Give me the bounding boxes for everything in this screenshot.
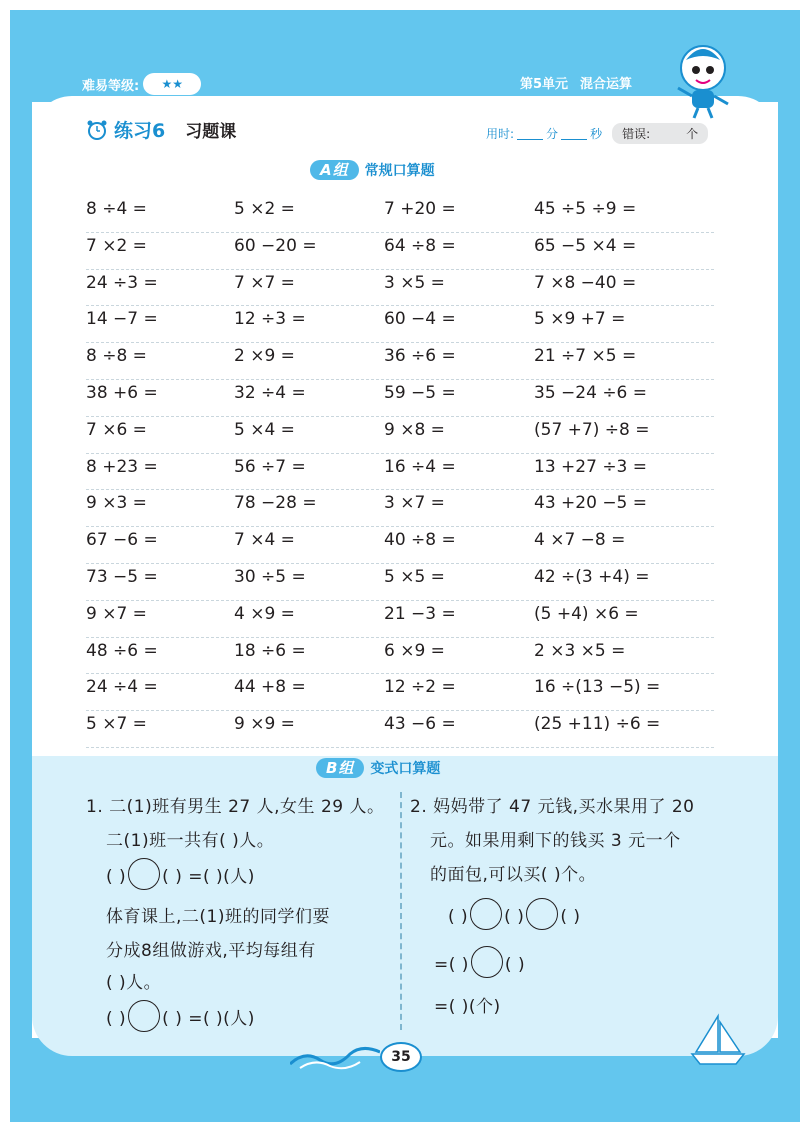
problem-1-equation-1 bbox=[106, 862, 255, 890]
unit-topic: 混合运算 bbox=[580, 77, 633, 92]
arithmetic-problem: 35 −24 ÷6 = bbox=[534, 382, 648, 403]
operator-circle[interactable] bbox=[471, 946, 503, 978]
seconds-label: 秒 bbox=[590, 127, 603, 141]
arithmetic-problem: 21 −3 = bbox=[384, 603, 456, 624]
problem-1-equation-2 bbox=[106, 1004, 255, 1032]
arithmetic-problem: 36 ÷6 = bbox=[384, 346, 456, 367]
group-a-problems bbox=[86, 196, 714, 748]
errors-label: 错误: bbox=[622, 127, 651, 141]
arithmetic-problem: (25 +11) ÷6 = bbox=[534, 714, 661, 735]
problem-row bbox=[86, 306, 714, 343]
group-a-tag: A组 bbox=[310, 160, 359, 180]
blank[interactable]: ( ) bbox=[106, 1009, 127, 1029]
exercise-number: 练习6 bbox=[114, 120, 166, 142]
problem-row bbox=[86, 564, 714, 601]
problem-row bbox=[86, 233, 714, 270]
arithmetic-problem: 40 ÷8 = bbox=[384, 530, 456, 551]
arithmetic-problem: 6 ×9 = bbox=[384, 640, 445, 661]
exercise-title bbox=[86, 116, 236, 143]
used-time-label: 用时: bbox=[486, 127, 515, 141]
arithmetic-problem: 38 +6 = bbox=[86, 382, 158, 403]
arithmetic-problem: (57 +7) ÷8 = bbox=[534, 419, 650, 440]
arithmetic-problem: 7 ×6 = bbox=[86, 419, 147, 440]
alarm-clock-icon bbox=[86, 119, 108, 141]
arithmetic-problem: 2 ×3 ×5 = bbox=[534, 640, 626, 661]
problem-1-line-5: 分成8组做游戏,平均每组有 bbox=[106, 941, 316, 961]
errors-box[interactable] bbox=[612, 123, 708, 144]
arithmetic-problem: 5 ×4 = bbox=[234, 419, 295, 440]
arithmetic-problem: (5 +4) ×6 = bbox=[534, 603, 639, 624]
arithmetic-problem: 44 +8 = bbox=[234, 677, 306, 698]
arithmetic-problem: 32 ÷4 = bbox=[234, 382, 306, 403]
arithmetic-problem: 30 ÷5 = bbox=[234, 566, 306, 587]
timer-bar bbox=[486, 123, 708, 144]
arithmetic-problem: 67 −6 = bbox=[86, 530, 158, 551]
problem-row bbox=[86, 601, 714, 638]
arithmetic-problem: 12 ÷2 = bbox=[384, 677, 456, 698]
arithmetic-problem: 7 ×2 = bbox=[86, 235, 147, 256]
arithmetic-problem: 9 ×8 = bbox=[384, 419, 445, 440]
arithmetic-problem: 3 ×7 = bbox=[384, 493, 445, 514]
arithmetic-problem: 7 ×4 = bbox=[234, 530, 295, 551]
blank[interactable]: =( ) bbox=[434, 955, 469, 975]
arithmetic-problem: 5 ×7 = bbox=[86, 714, 147, 735]
operator-circle[interactable] bbox=[128, 858, 160, 890]
arithmetic-problem: 43 +20 −5 = bbox=[534, 493, 648, 514]
problem-1-line-1: 1. 二(1)班有男生 27 人,女生 29 人。 bbox=[86, 797, 385, 817]
problem-row bbox=[86, 380, 714, 417]
arithmetic-problem: 73 −5 = bbox=[86, 566, 158, 587]
problem-row bbox=[86, 454, 714, 491]
arithmetic-problem: 16 ÷(13 −5) = bbox=[534, 677, 661, 698]
problem-2-line-2: 元。如果用剩下的钱买 3 元一个 bbox=[430, 831, 681, 851]
blank[interactable]: ( ) bbox=[504, 907, 525, 927]
arithmetic-problem: 9 ×9 = bbox=[234, 714, 295, 735]
problem-row bbox=[86, 527, 714, 564]
problem-2-line-1: 2. 妈妈带了 47 元钱,买水果用了 20 bbox=[410, 797, 695, 817]
equation-rest: ( ) =( )(人) bbox=[162, 1009, 255, 1029]
group-b-name: 变式口算题 bbox=[370, 761, 441, 777]
unit-header bbox=[520, 73, 644, 92]
group-b-tag: B组 bbox=[316, 758, 364, 778]
arithmetic-problem: 14 −7 = bbox=[86, 309, 158, 330]
group-b-banner bbox=[316, 758, 440, 778]
equation-rest: ( ) =( )(人) bbox=[162, 867, 255, 887]
problem-1-line-4: 体育课上,二(1)班的同学们要 bbox=[106, 907, 330, 927]
blank[interactable]: ( ) bbox=[106, 867, 127, 887]
unit-label: 第5单元 bbox=[520, 77, 569, 92]
arithmetic-problem: 78 −28 = bbox=[234, 493, 317, 514]
arithmetic-problem: 8 ÷8 = bbox=[86, 346, 147, 367]
problem-row bbox=[86, 674, 714, 711]
problem-2-equation-3[interactable]: =( )(个) bbox=[434, 997, 501, 1017]
arithmetic-problem: 9 ×3 = bbox=[86, 493, 147, 514]
arithmetic-problem: 42 ÷(3 +4) = bbox=[534, 566, 650, 587]
difficulty-indicator bbox=[82, 73, 201, 95]
minutes-blank[interactable] bbox=[517, 127, 543, 140]
sailboat-icon bbox=[688, 1012, 748, 1068]
arithmetic-problem: 8 +23 = bbox=[86, 456, 158, 477]
arithmetic-problem: 60 −4 = bbox=[384, 309, 456, 330]
operator-circle[interactable] bbox=[470, 898, 502, 930]
problem-row bbox=[86, 711, 714, 748]
arithmetic-problem: 7 ×8 −40 = bbox=[534, 272, 637, 293]
right-border bbox=[778, 60, 800, 1120]
arithmetic-problem: 59 −5 = bbox=[384, 382, 456, 403]
problem-2-line-3: 的面包,可以买( )个。 bbox=[430, 865, 597, 885]
problem-divider bbox=[400, 792, 402, 1030]
arithmetic-problem: 24 ÷3 = bbox=[86, 272, 158, 293]
arithmetic-problem: 12 ÷3 = bbox=[234, 309, 306, 330]
arithmetic-problem: 13 +27 ÷3 = bbox=[534, 456, 648, 477]
seconds-blank[interactable] bbox=[561, 127, 587, 140]
left-border bbox=[10, 60, 32, 1120]
blank[interactable]: ( ) bbox=[448, 907, 469, 927]
arithmetic-problem: 2 ×9 = bbox=[234, 346, 295, 367]
arithmetic-problem: 48 ÷6 = bbox=[86, 640, 158, 661]
arithmetic-problem: 60 −20 = bbox=[234, 235, 317, 256]
arithmetic-problem: 21 ÷7 ×5 = bbox=[534, 346, 637, 367]
difficulty-stars: ★★ bbox=[161, 77, 183, 91]
group-a-banner bbox=[310, 160, 435, 180]
arithmetic-problem: 9 ×7 = bbox=[86, 603, 147, 624]
difficulty-label: 难易等级: bbox=[82, 78, 140, 94]
arithmetic-problem: 5 ×9 +7 = bbox=[534, 309, 626, 330]
problem-2-equation-1 bbox=[448, 904, 581, 930]
problem-row bbox=[86, 270, 714, 307]
arithmetic-problem: 5 ×2 = bbox=[234, 199, 295, 219]
errors-unit: 个 bbox=[686, 127, 699, 141]
problem-row bbox=[86, 490, 714, 527]
problem-1-line-6: ( )人。 bbox=[106, 973, 162, 993]
problem-row bbox=[86, 196, 714, 233]
problem-row bbox=[86, 638, 714, 675]
cloud-icon bbox=[143, 73, 201, 95]
arithmetic-problem: 56 ÷7 = bbox=[234, 456, 306, 477]
arithmetic-problem: 45 ÷5 ÷9 = bbox=[534, 199, 637, 219]
wave-icon bbox=[290, 1040, 380, 1070]
problem-2-equation-2 bbox=[434, 952, 525, 978]
arithmetic-problem: 4 ×7 −8 = bbox=[534, 530, 626, 551]
problem-1-line-2: 二(1)班一共有( )人。 bbox=[106, 831, 275, 851]
arithmetic-problem: 4 ×9 = bbox=[234, 603, 295, 624]
arithmetic-problem: 3 ×5 = bbox=[384, 272, 445, 293]
arithmetic-problem: 16 ÷4 = bbox=[384, 456, 456, 477]
group-a-name: 常规口算题 bbox=[364, 163, 435, 179]
mascot-icon bbox=[668, 40, 738, 120]
operator-circle[interactable] bbox=[526, 898, 558, 930]
blank[interactable]: ( ) bbox=[560, 907, 581, 927]
minutes-label: 分 bbox=[546, 127, 559, 141]
arithmetic-problem: 7 +20 = bbox=[384, 199, 456, 219]
arithmetic-problem: 7 ×7 = bbox=[234, 272, 295, 293]
arithmetic-problem: 24 ÷4 = bbox=[86, 677, 158, 698]
arithmetic-problem: 64 ÷8 = bbox=[384, 235, 456, 256]
arithmetic-problem: 18 ÷6 = bbox=[234, 640, 306, 661]
page-number: 35 bbox=[380, 1042, 422, 1072]
arithmetic-problem: 5 ×5 = bbox=[384, 566, 445, 587]
exercise-name: 习题课 bbox=[185, 122, 237, 142]
problem-row bbox=[86, 343, 714, 380]
arithmetic-problem: 8 ÷4 = bbox=[86, 199, 147, 219]
arithmetic-problem: 65 −5 ×4 = bbox=[534, 235, 637, 256]
problem-row bbox=[86, 417, 714, 454]
blank[interactable]: ( ) bbox=[504, 955, 526, 975]
arithmetic-problem: 43 −6 = bbox=[384, 714, 456, 735]
operator-circle[interactable] bbox=[128, 1000, 160, 1032]
